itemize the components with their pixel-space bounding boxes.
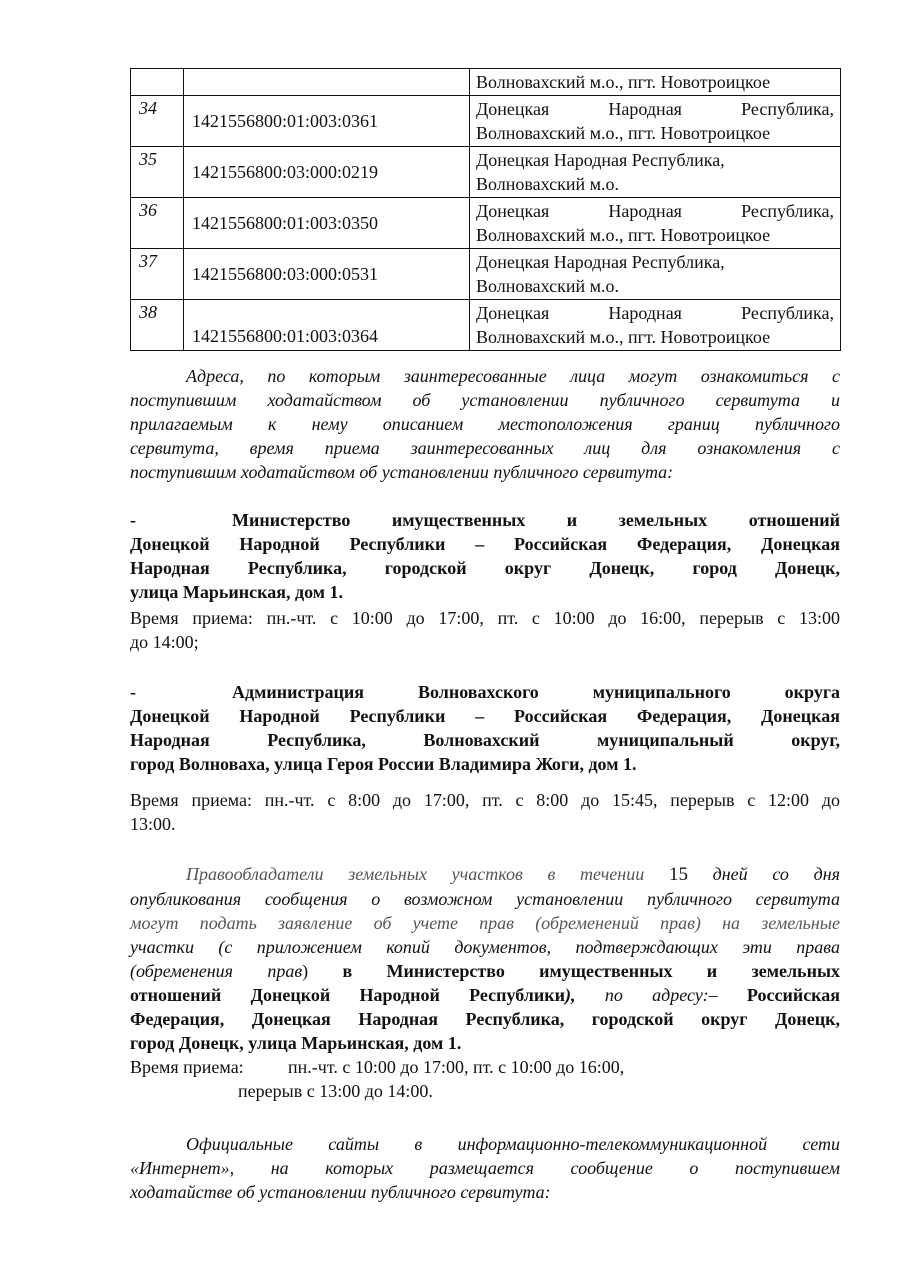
text-line: поступившим ходатайством об установлении публичного сервитута и xyxy=(130,390,840,410)
address-line: Донецкая Народная Республика, xyxy=(476,150,725,170)
text-line: Донецкой Народной Республики – Российская Федерация, Донецкая xyxy=(130,534,840,554)
ministry-hours xyxy=(130,606,840,654)
parcels-table xyxy=(130,68,841,351)
text-line: Правообладатели земельных участков в течении 15 дней со дня xyxy=(186,864,841,885)
table-row xyxy=(131,198,841,249)
text-line: город Волноваха, улица Героя России Владимира Жоги, дом 1. xyxy=(130,754,637,774)
text-line: Время приема: пн.-чт. с 8:00 до 17:00, пт. с 8:00 до 15:45, перерыв с 12:00 до xyxy=(130,790,840,810)
list-dash: - xyxy=(130,682,136,702)
table-row xyxy=(131,249,841,300)
hours-label: Время приема: xyxy=(130,1057,244,1077)
text-line: ходатайстве об установлении публичного сервитута: xyxy=(130,1182,551,1202)
cadastral-number: 1421556800:01:003:0364 xyxy=(184,300,470,351)
address-line: Волновахский м.о., пгт. Новотроицкое xyxy=(476,72,771,92)
text-line: Народная Республика, Волновахский муниципальный округ, xyxy=(130,730,840,750)
hours-break: перерыв с 13:00 до 14:00. xyxy=(238,1081,433,1101)
cadastral-number xyxy=(184,69,470,96)
text-line: могут подать заявление об учете прав (обременений прав) на земельные xyxy=(130,913,840,933)
row-number: 36 xyxy=(131,198,184,249)
row-number: 35 xyxy=(131,147,184,198)
table-row xyxy=(131,147,841,198)
hours-line xyxy=(130,1055,840,1079)
administration-address xyxy=(130,680,840,776)
parcel-address xyxy=(470,69,841,96)
cadastral-number: 1421556800:03:000:0219 xyxy=(184,147,470,198)
hours-value: пн.-чт. с 10:00 до 17:00, пт. с 10:00 до 16:00, xyxy=(288,1057,625,1077)
text-line: прилагаемым к нему описанием местоположения границ публичного xyxy=(130,414,840,434)
address-line: Волновахский м.о. xyxy=(476,276,620,296)
text-line xyxy=(130,680,840,704)
cadastral-number: 1421556800:03:000:0531 xyxy=(184,249,470,300)
ministry-address xyxy=(130,508,840,604)
text-line: Время приема: пн.-чт. с 10:00 до 17:00, пт. с 10:00 до 16:00, перерыв с 13:00 xyxy=(130,608,840,628)
ministry-name: Министерство имущественных и земельных отношений xyxy=(232,510,840,530)
text-line: Донецкой Народной Республики – Российская Федерация, Донецкая xyxy=(130,706,840,726)
address-line: Волновахский м.о., пгт. Новотроицкое xyxy=(476,327,771,347)
addresses-intro xyxy=(130,364,840,484)
parcel-address xyxy=(470,147,841,198)
parcel-address xyxy=(470,198,841,249)
text-line: Адреса, по которым заинтересованные лица могут ознакомиться с xyxy=(186,366,840,386)
text-line: (обременения прав) в Министерство имущественных и земельных xyxy=(130,961,840,981)
text-line: участки (с приложением копий документов, подтверждающих эти права xyxy=(130,937,840,957)
address-line: Донецкая Народная Республика, xyxy=(476,99,834,119)
table-row xyxy=(131,96,841,147)
text-line: город Донецк, улица Марьинская, дом 1. xyxy=(130,1033,462,1053)
text-line: поступившим ходатайством об установлении публичного сервитута: xyxy=(130,462,674,482)
row-number: 37 xyxy=(131,249,184,300)
row-number: 34 xyxy=(131,96,184,147)
text-line xyxy=(130,508,840,532)
address-line: Волновахский м.о. xyxy=(476,174,620,194)
table-row xyxy=(131,300,841,351)
administration-hours xyxy=(130,788,840,836)
websites-intro xyxy=(130,1132,840,1204)
text-line: опубликования сообщения о возможном установлении публичного сервитута xyxy=(130,889,840,909)
parcel-address xyxy=(470,300,841,351)
text-line: до 14:00; xyxy=(130,632,199,652)
list-dash: - xyxy=(130,510,136,530)
parcel-address xyxy=(470,96,841,147)
address-line: Волновахский м.о., пгт. Новотроицкое xyxy=(476,225,771,245)
address-line: Волновахский м.о., пгт. Новотроицкое xyxy=(476,123,771,143)
administration-name: Администрация Волновахского муниципального округа xyxy=(232,682,840,702)
text-line: улица Марьинская, дом 1. xyxy=(130,582,344,602)
text-line: Народная Республика, городской округ Донецк, город Донецк, xyxy=(130,558,840,578)
cadastral-number: 1421556800:01:003:0361 xyxy=(184,96,470,147)
parcel-address xyxy=(470,249,841,300)
address-line: Донецкая Народная Республика, xyxy=(476,201,834,221)
address-line: Донецкая Народная Республика, xyxy=(476,303,834,323)
text-line: 13:00. xyxy=(130,814,176,834)
row-number: 38 xyxy=(131,300,184,351)
text-line: Федерация, Донецкая Народная Республика, городской округ Донецк, xyxy=(130,1009,840,1029)
text-line: Официальные сайты в информационно-телекоммуникационной сети xyxy=(186,1134,840,1154)
rightholders-notice xyxy=(130,862,840,1103)
address-line: Донецкая Народная Республика, xyxy=(476,252,725,272)
text-line: сервитута, время приема заинтересованных лиц для ознакомления с xyxy=(130,438,840,458)
text-line: отношений Донецкой Народной Республики), по адресу:– Российская xyxy=(130,985,841,1005)
row-number xyxy=(131,69,184,96)
cadastral-number: 1421556800:01:003:0350 xyxy=(184,198,470,249)
table-row xyxy=(131,69,841,96)
text-line: «Интернет», на которых размещается сообщение о поступившем xyxy=(130,1158,840,1178)
